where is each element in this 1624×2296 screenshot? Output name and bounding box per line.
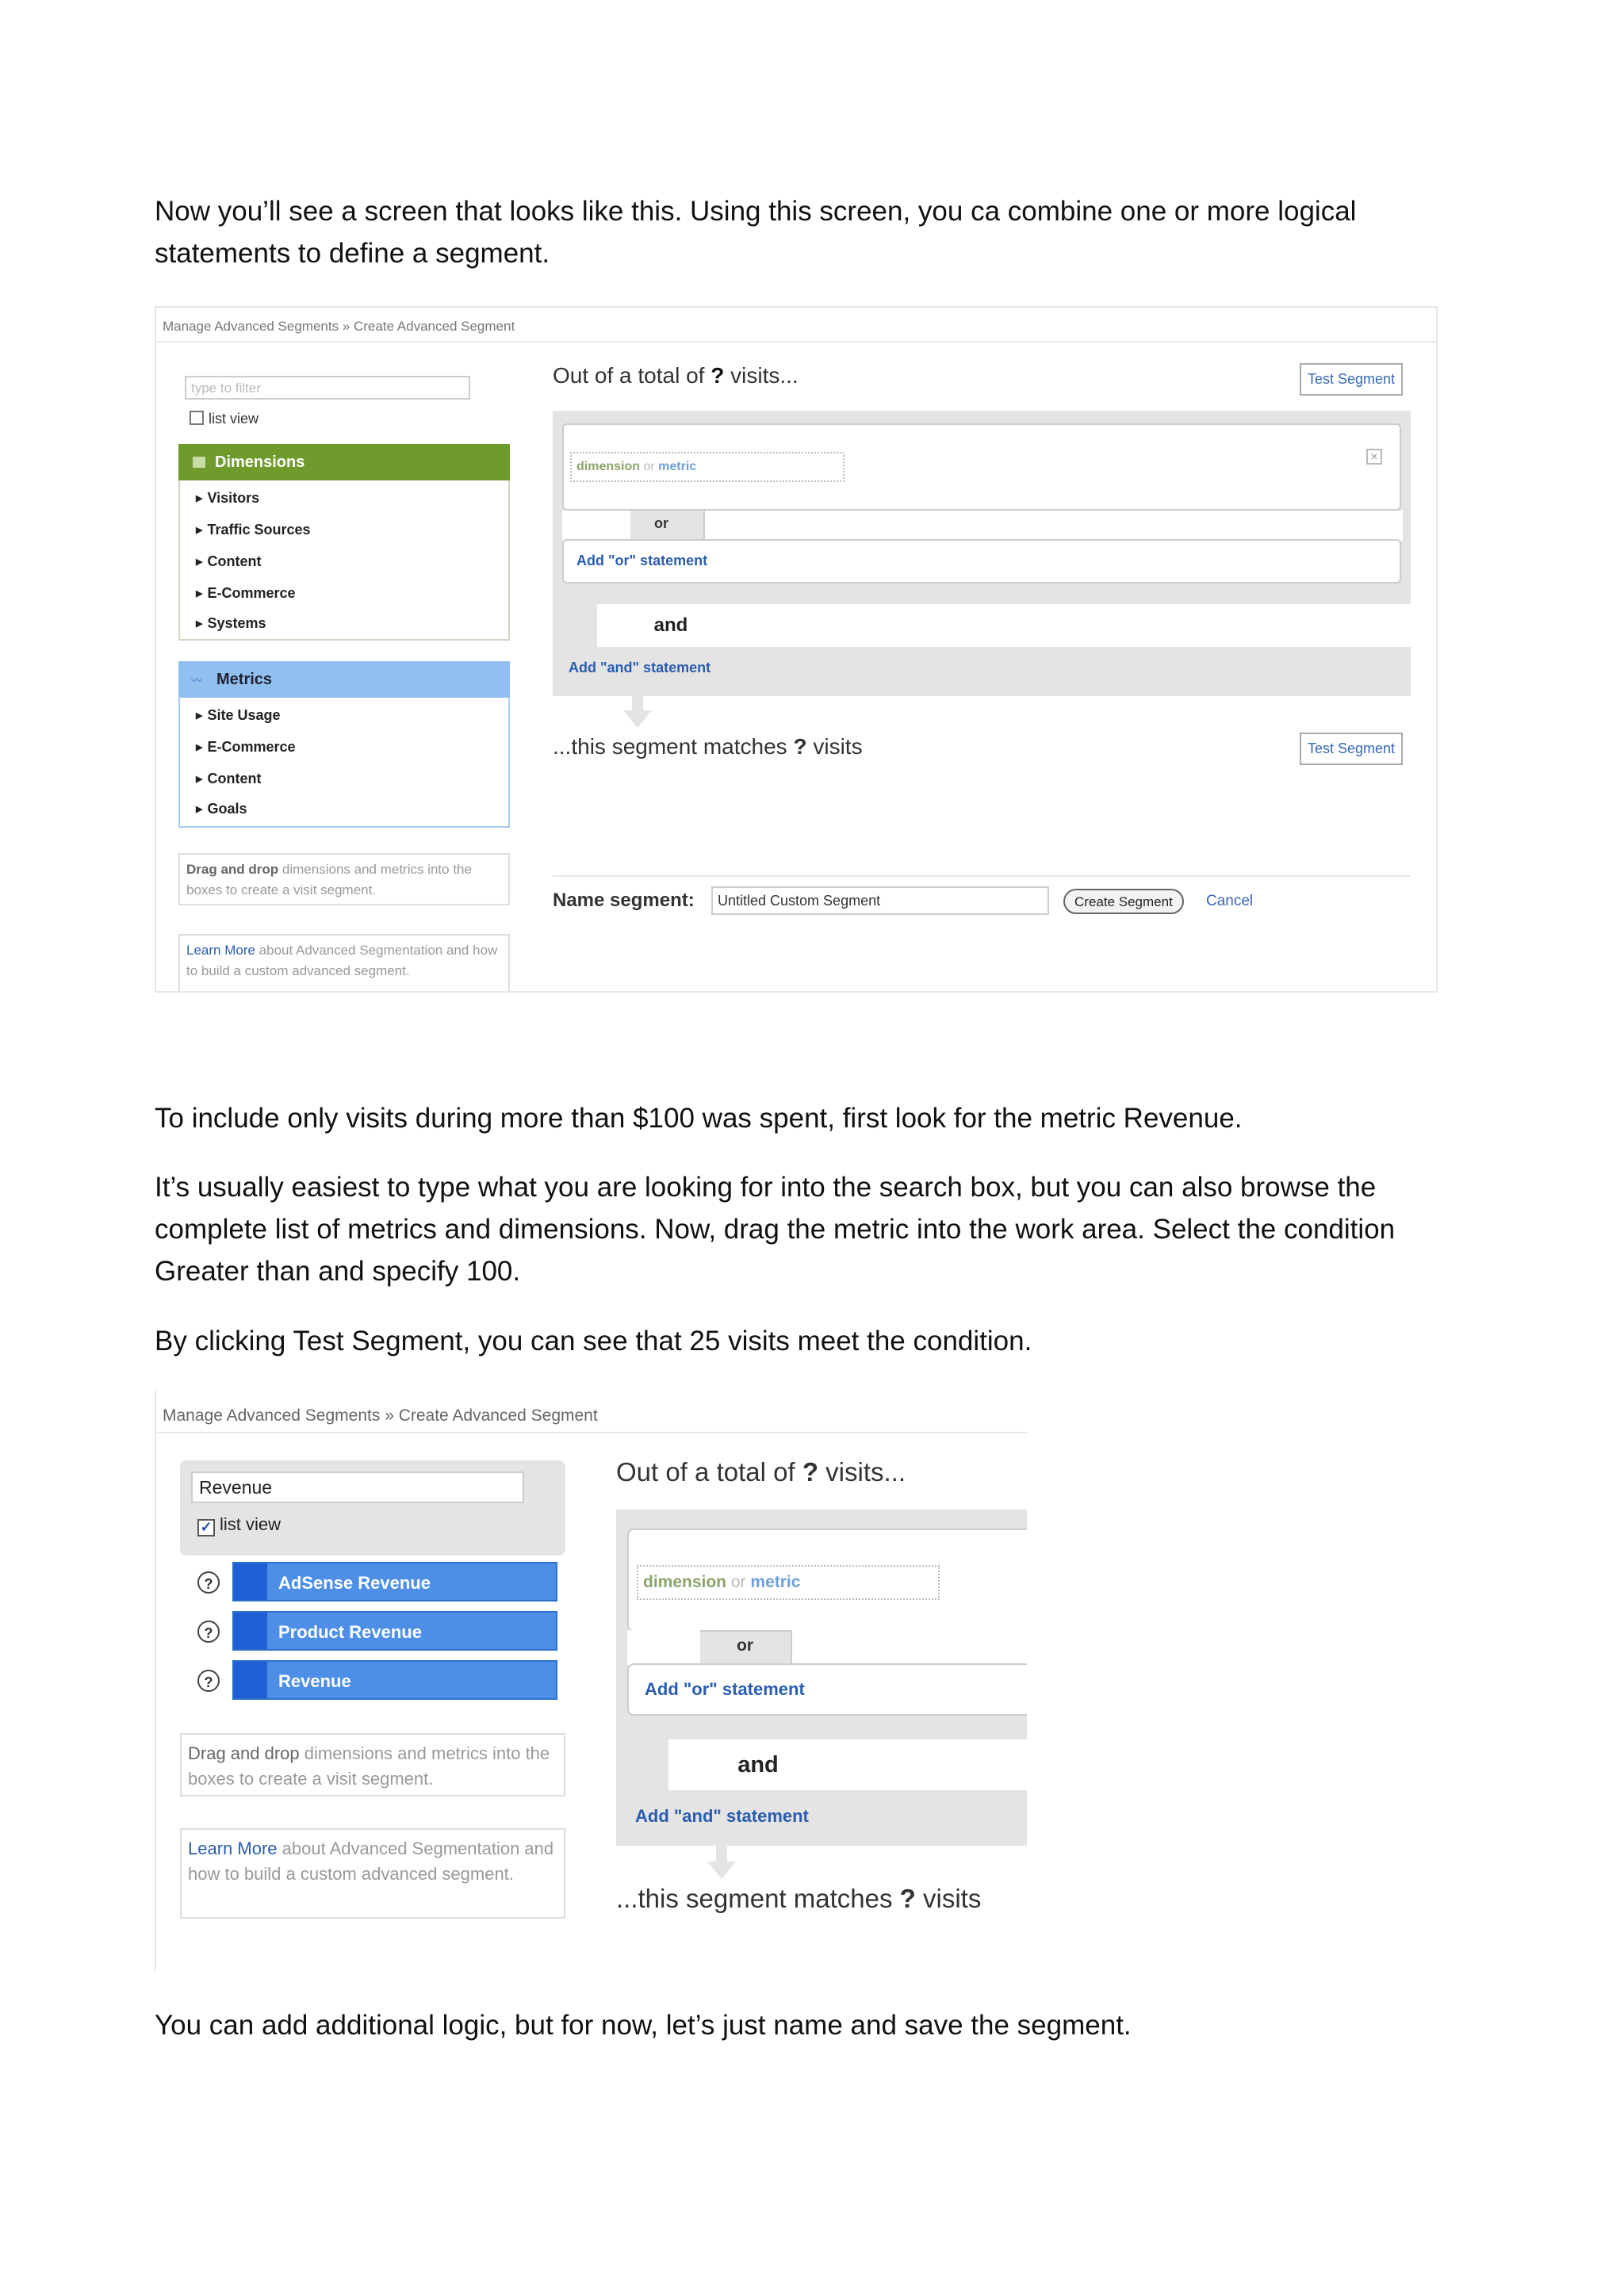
drop-target[interactable]: [570, 452, 845, 482]
dimensions-header[interactable]: [178, 444, 510, 480]
add-or-statement[interactable]: Add "or" statement: [627, 1663, 1027, 1716]
tree-item-site-usage[interactable]: [196, 707, 281, 724]
checked-checkbox-icon[interactable]: ✓: [197, 1519, 215, 1536]
statement-box[interactable]: [627, 1529, 1027, 1632]
filter-input[interactable]: type to filter: [185, 376, 470, 400]
tree-item-label: Goals: [207, 801, 247, 817]
close-icon[interactable]: ×: [1366, 449, 1382, 465]
revenue-paragraph: To include only visits during more than $100 was spent, first look for the metric Revenue.: [155, 1103, 1243, 1134]
match-count: ?: [793, 734, 807, 759]
tree-item-content[interactable]: [196, 553, 261, 570]
learn-more-help: [178, 934, 510, 993]
metric-adsense-revenue[interactable]: [232, 1562, 557, 1601]
expand-arrow-icon: ▶: [196, 743, 203, 752]
list-view-label: list view: [220, 1514, 282, 1534]
metric-drag-handle[interactable]: [234, 1662, 267, 1698]
learn-more-text: about Advanced Segmentation and how to build a custom advanced segment.: [188, 1839, 554, 1884]
list-view-checkbox[interactable]: [197, 1514, 281, 1536]
metric-word: metric: [658, 460, 697, 473]
and-label: and: [737, 1752, 779, 1777]
filter-input[interactable]: Revenue: [191, 1471, 524, 1503]
and-connector-left: [553, 604, 597, 647]
metrics-list: [178, 698, 510, 828]
add-and-statement[interactable]: Add "and" statement: [616, 1790, 1027, 1846]
or-label: or: [737, 1636, 753, 1655]
search-paragraph: It’s usually easiest to type what you are looking for into the search box, but you can also browse the complete list of metrics and dimensions. Now, drag the metric into the work area. Select the condition Greater than and specify 100.: [155, 1172, 1396, 1287]
expand-arrow-icon: ▶: [196, 805, 203, 814]
breadcrumb[interactable]: Manage Advanced Segments » Create Advanced Segment: [163, 1406, 598, 1425]
tree-item-label: Visitors: [207, 490, 260, 506]
segment-matches-heading: [616, 1884, 981, 1914]
breadcrumb[interactable]: Manage Advanced Segments » Create Advanced Segment: [163, 319, 515, 334]
help-bold: Drag and drop: [186, 862, 279, 877]
arrow-stem: [632, 696, 643, 712]
help-bold: Drag and drop: [188, 1743, 300, 1763]
tree-item-label: Systems: [207, 615, 266, 631]
total-suffix: visits...: [825, 1457, 906, 1487]
metric-drag-handle[interactable]: [234, 1613, 267, 1649]
metric-label: Revenue: [278, 1671, 351, 1691]
expand-arrow-icon: ▶: [196, 619, 203, 629]
intro-paragraph: Now you’ll see a screen that looks like this. Using this screen, you ca combine one or more logical statements to define a segment.: [155, 196, 1357, 269]
learn-more-help: [180, 1828, 565, 1919]
dimensions-list: [178, 480, 510, 641]
closing-paragraph: You can add additional logic, but for now, let’s just name and save the segment.: [155, 2010, 1132, 2041]
metric-product-revenue[interactable]: [232, 1611, 557, 1651]
total-prefix: Out of a total of: [553, 363, 705, 388]
list-view-label: list view: [209, 411, 259, 427]
total-visits-heading: [616, 1457, 906, 1487]
or-connector-right: [703, 511, 1403, 541]
dimensions-icon: [193, 457, 205, 468]
dimension-word: dimension: [643, 1573, 727, 1591]
help-text: dimensions and metrics into the boxes to create a visit segment.: [188, 1743, 550, 1789]
tree-item-label: E-Commerce: [207, 585, 296, 601]
learn-more-link[interactable]: Learn More: [186, 943, 255, 958]
arrow-stem: [716, 1846, 727, 1863]
dimensions-header-label: Dimensions: [215, 453, 305, 471]
total-prefix: Out of a total of: [616, 1457, 795, 1487]
divider: [156, 341, 1436, 342]
learn-more-text: about Advanced Segmentation and how to build a custom advanced segment.: [186, 943, 498, 978]
tree-item-ecommerce[interactable]: [196, 585, 296, 602]
add-and-statement[interactable]: Add "and" statement: [553, 647, 1411, 696]
metric-word: metric: [750, 1573, 801, 1591]
and-connector-left: [616, 1739, 668, 1790]
add-or-statement[interactable]: Add "or" statement: [562, 539, 1401, 584]
cancel-link[interactable]: Cancel: [1206, 893, 1254, 909]
dimension-word: dimension: [576, 460, 641, 473]
total-suffix: visits...: [730, 363, 799, 388]
tree-item-traffic-sources[interactable]: [196, 522, 311, 538]
match-count: ?: [899, 1884, 916, 1913]
expand-arrow-icon: ▶: [196, 557, 203, 567]
arrow-down-icon: [707, 1862, 736, 1879]
or-label: or: [654, 515, 668, 531]
metrics-header[interactable]: [178, 661, 510, 698]
metrics-header-label: Metrics: [216, 671, 273, 688]
statement-box[interactable]: [562, 423, 1401, 511]
drag-drop-help: [178, 853, 510, 905]
create-segment-button[interactable]: Create Segment: [1063, 889, 1184, 914]
drop-target[interactable]: [637, 1565, 940, 1600]
test-segment-button[interactable]: Test Segment: [1300, 733, 1403, 765]
screenshot-revenue-filter: [155, 1391, 1027, 1971]
help-circle-icon[interactable]: ?: [197, 1670, 220, 1692]
metric-label: AdSense Revenue: [278, 1573, 431, 1593]
tree-item-label: Site Usage: [207, 707, 281, 723]
match-prefix: ...this segment matches: [553, 734, 787, 759]
drag-drop-help: [180, 1733, 565, 1797]
or-connector-right: [791, 1630, 1027, 1665]
test-segment-button[interactable]: Test Segment: [1300, 363, 1403, 396]
tree-item-content[interactable]: [196, 771, 261, 787]
metric-label: Product Revenue: [278, 1622, 422, 1642]
screenshot-create-segment: [155, 306, 1438, 993]
help-circle-icon[interactable]: ?: [197, 1621, 220, 1643]
or-connector-left: [562, 511, 630, 541]
and-label: and: [653, 614, 688, 636]
match-suffix: visits: [813, 734, 863, 759]
help-text: dimensions and metrics into the boxes to create a visit segment.: [186, 862, 472, 897]
and-connector-right: [848, 1739, 1027, 1790]
tree-item-label: Content: [207, 553, 262, 569]
metric-drag-handle[interactable]: [234, 1563, 267, 1600]
metric-revenue[interactable]: [232, 1660, 557, 1700]
tree-item-systems[interactable]: [196, 615, 266, 632]
expand-arrow-icon: ▶: [196, 775, 203, 784]
segment-matches-heading: [553, 734, 863, 760]
learn-more-link[interactable]: Learn More: [188, 1839, 278, 1858]
segment-name-input[interactable]: Untitled Custom Segment: [711, 886, 1049, 915]
expand-arrow-icon: ▶: [196, 526, 203, 535]
or-word: or: [643, 460, 655, 473]
total-visits-heading: [553, 363, 799, 388]
expand-arrow-icon: ▶: [196, 494, 203, 503]
metrics-icon: 〰: [191, 674, 202, 687]
divider: [156, 1432, 1027, 1433]
expand-arrow-icon: ▶: [196, 711, 203, 721]
list-view-checkbox[interactable]: [190, 411, 259, 427]
name-segment-label: Name segment:: [553, 890, 695, 911]
or-connector-left: [627, 1630, 700, 1665]
tree-item-goals[interactable]: [196, 801, 247, 817]
tree-item-label: Traffic Sources: [207, 522, 311, 538]
tree-item-label: E-Commerce: [207, 739, 296, 755]
tree-item-label: Content: [207, 771, 262, 786]
total-count: ?: [710, 363, 725, 388]
tree-item-ecommerce[interactable]: [196, 739, 296, 756]
tree-item-visitors[interactable]: [196, 490, 259, 507]
expand-arrow-icon: ▶: [196, 589, 203, 599]
match-prefix: ...this segment matches: [616, 1884, 893, 1913]
checkbox-icon[interactable]: [190, 411, 204, 425]
help-circle-icon[interactable]: ?: [197, 1571, 220, 1594]
total-count: ?: [802, 1457, 818, 1487]
match-suffix: visits: [923, 1884, 982, 1913]
arrow-down-icon: [623, 710, 652, 728]
test-paragraph: By clicking Test Segment, you can see that 25 visits meet the condition.: [155, 1326, 1032, 1357]
divider: [553, 875, 1411, 877]
or-word: or: [730, 1573, 746, 1591]
